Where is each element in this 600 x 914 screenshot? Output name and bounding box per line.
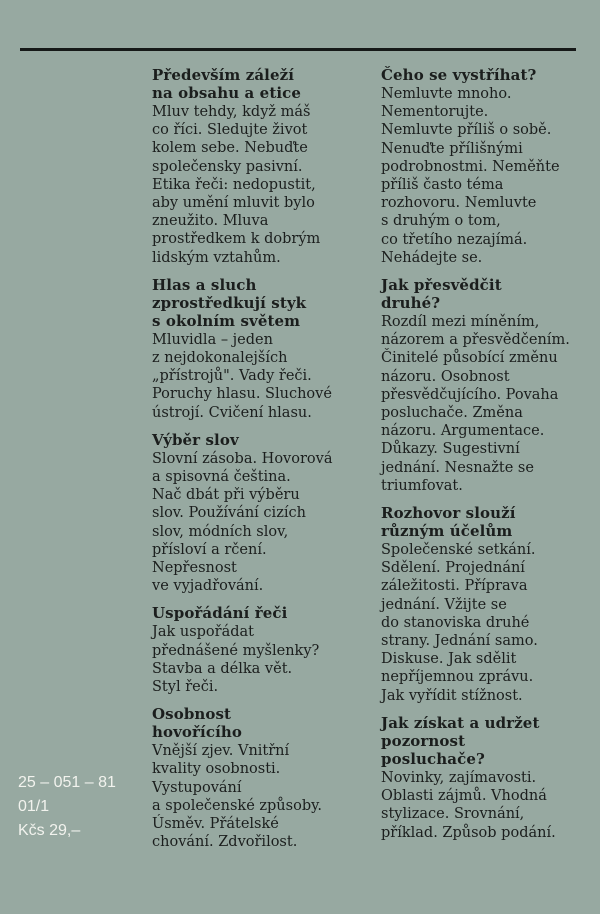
right-column [381, 66, 586, 851]
body-line: Jak vyřídit stížnost. [381, 687, 523, 704]
body-line: Nenuďte přílišnými [381, 140, 523, 157]
heading-line: Výběr slov [152, 430, 239, 449]
body-line: Stavba a délka vět. [152, 660, 293, 677]
body-line: Společenské setkání. [381, 542, 536, 559]
heading-line: Především záleží [152, 66, 295, 84]
heading-line: pozornost [381, 731, 466, 750]
body-line: Nepřesnost [152, 560, 237, 577]
body-line: Vnější zjev. Vnitřní [152, 743, 290, 760]
body-line: triumfovat. [381, 477, 463, 494]
body-line: kolem sebe. Nebuďte [152, 140, 308, 157]
toc-section [152, 604, 360, 696]
heading-line: Uspořádání řeči [152, 604, 288, 623]
body-line: Mluvidla – jeden [152, 331, 273, 348]
heading-line: Jak přesvědčit [381, 276, 502, 295]
section-heading [152, 604, 360, 622]
section-heading [152, 705, 360, 741]
body-line: záležitosti. Příprava [381, 578, 528, 595]
body-line: Rozdíl mezi míněním, [381, 314, 540, 331]
section-heading [152, 66, 360, 102]
body-line: a společenské způsoby. [152, 797, 322, 814]
body-line: Slovní zásoba. Hovorová [152, 450, 333, 467]
body-line: do stanoviska druhé [381, 614, 530, 631]
body-line: zneužito. Mluva [152, 213, 269, 230]
body-line: Oblasti zájmů. Vhodná [381, 788, 547, 805]
heading-line: Osobnost [152, 705, 232, 724]
edition-code: 01/1 [18, 798, 50, 815]
section-heading [381, 276, 586, 312]
heading-line: s okolním světem [152, 311, 301, 330]
body-line: příklad. Způsob podání. [381, 824, 556, 841]
heading-line: Čeho se vystříhat? [381, 66, 537, 84]
top-rule [20, 48, 576, 51]
toc-section [381, 276, 586, 495]
section-heading [381, 504, 586, 540]
body-line: slov, módních slov, [152, 523, 289, 540]
body-line: Nač dbát při výběru [152, 487, 300, 504]
body-line: „přístrojů". Vady řeči. [152, 368, 312, 385]
body-line: jednání. Nesnažte se [381, 459, 534, 476]
body-line: z nejdokonalejších [152, 350, 288, 367]
body-line: rozhovoru. Nemluvte [381, 195, 537, 212]
body-line: Nemluvte příliš o sobě. [381, 122, 552, 139]
body-line: podrobnostmi. Neměňte [381, 158, 560, 175]
heading-line: hovořícího [152, 723, 242, 742]
body-line: aby umění mluvit bylo [152, 195, 315, 212]
body-line: názorem a přesvědčením. [381, 332, 570, 349]
body-line: Vystupování [152, 779, 242, 796]
price-block [18, 771, 116, 843]
body-line: Úsměv. Přátelské [152, 816, 279, 833]
toc-section [381, 714, 586, 842]
body-line: prostředkem k dobrým [152, 231, 321, 248]
toc-section [152, 431, 360, 596]
heading-line: druhé? [381, 294, 441, 313]
body-line: a spisovná čeština. [152, 469, 291, 486]
body-line: přesvědčujícího. Povaha [381, 386, 559, 403]
body-line: posluchače. Změna [381, 405, 523, 422]
body-line: Etika řeči: nedopustit, [152, 176, 316, 193]
body-line: názoru. Osobnost [381, 368, 510, 385]
body-line: Nementorujte. [381, 104, 489, 121]
body-line: Nemluvte mnoho. [381, 86, 512, 102]
body-line: jednání. Vžijte se [381, 596, 507, 613]
body-line: Sdělení. Projednání [381, 560, 525, 577]
body-line: Poruchy hlasu. Sluchové [152, 386, 332, 403]
body-line: Mluv tehdy, když máš [152, 104, 311, 120]
body-line: s druhým o tom, [381, 213, 501, 230]
body-line: názoru. Argumentace. [381, 423, 545, 440]
section-heading [152, 431, 360, 449]
body-line: strany. Jednání samo. [381, 633, 538, 650]
section-heading [381, 66, 586, 84]
toc-section [152, 276, 360, 422]
heading-line: Rozhovor slouží [381, 504, 516, 523]
body-line: slov. Používání cizích [152, 505, 306, 522]
section-heading [152, 276, 360, 330]
price-label: Kčs 29,– [18, 822, 81, 839]
body-line: Nehádejte se. [381, 249, 483, 266]
body-line: Jak uspořádat [152, 624, 254, 641]
heading-line: Jak získat a udržet [381, 713, 540, 732]
toc-section [381, 66, 586, 267]
toc-section [381, 504, 586, 705]
body-line: chování. Zdvořilost. [152, 834, 298, 851]
body-line: nepříjemnou zprávu. [381, 669, 534, 686]
body-line: Činitelé působící změnu [381, 350, 558, 367]
body-line: kvality osobnosti. [152, 761, 281, 778]
body-line: příliš často téma [381, 177, 504, 194]
heading-line: posluchače? [381, 749, 485, 768]
heading-line: různým účelům [381, 522, 513, 541]
toc-section [152, 66, 360, 267]
heading-line: zprostředkují styk [152, 293, 307, 312]
heading-line: na obsahu a etice [152, 84, 302, 102]
body-line: Novinky, zajímavosti. [381, 769, 537, 786]
body-line: stylizace. Srovnání, [381, 806, 525, 823]
body-line: Styl řeči. [152, 679, 219, 696]
body-line: společensky pasivní. [152, 158, 303, 175]
body-line: co třetího nezajímá. [381, 231, 528, 248]
body-line: Důkazy. Sugestivní [381, 441, 520, 458]
catalog-number: 25 – 051 – 81 [18, 774, 116, 791]
body-line: přednášené myšlenky? [152, 642, 320, 659]
left-column [152, 66, 360, 861]
body-line: ve vyjadřování. [152, 578, 264, 595]
heading-line: Hlas a sluch [152, 275, 257, 294]
body-line: co říci. Sledujte život [152, 122, 308, 139]
body-line: Diskuse. Jak sdělit [381, 651, 517, 668]
toc-section [152, 705, 360, 851]
body-line: přísloví a rčení. [152, 541, 267, 558]
section-heading [381, 714, 586, 768]
body-line: ústrojí. Cvičení hlasu. [152, 404, 312, 421]
body-line: lidským vztahům. [152, 249, 281, 266]
